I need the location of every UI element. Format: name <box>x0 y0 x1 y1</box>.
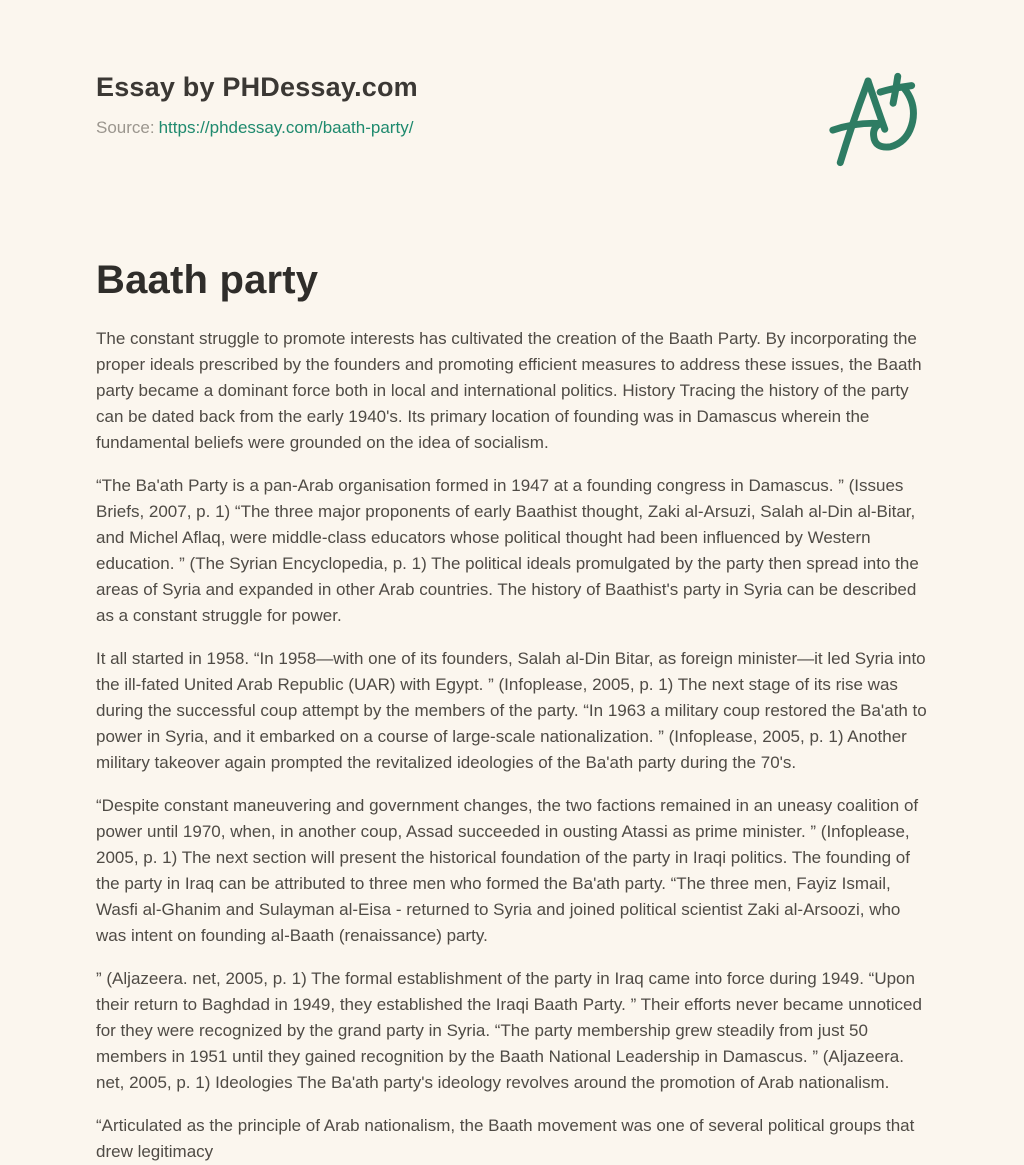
essay-paragraph: The constant struggle to promote interests has cultivated the creation of the Baath Party. By incorporating the proper ideals prescribed by the founders and promoting efficient measures to address these issues, the Baath party became a dominant force both in local and international politics. History Tracing the history of the party can be dated back from the early 1940's. Its primary location of founding was in Damascus wherein the fundamental beliefs were grounded on the idea of socialism. <box>96 329 922 452</box>
essay-paragraph: “Articulated as the principle of Arab nationalism, the Baath movement was one of several political groups that drew legitimacy <box>96 1116 915 1161</box>
page-header <box>96 72 934 172</box>
essay-body <box>96 326 934 1165</box>
essay-paragraph: “The Ba'ath Party is a pan-Arab organisation formed in 1947 at a founding congress in Damascus. ” (Issues Briefs, 2007, p. 1) “The three major proponents of early Baathist thought, Zaki al-Arsuzi, Salah al-Din al-Bitar, and Michel Aflaq, were middle-class educators whose political thought had been influenced by Western education. ” (The Syrian Encyclopedia, p. 1) The political ideals promulgated by the party then spread into the areas of Syria and expanded in other Arab countries. The history of Baathist's party in Syria can be described as a constant struggle for power. <box>96 476 919 625</box>
a-plus-logo-icon <box>818 66 920 172</box>
essay-paragraph: ” (Aljazeera. net, 2005, p. 1) The formal establishment of the party in Iraq came into force during 1949. “Upon their return to Baghdad in 1949, they established the Iraqi Baath Party. ” Their efforts never became unnoticed for they were recognized by the grand party in Syria. “The party membership grew steadily from just 50 members in 1951 until they gained recognition by the Baath National Leadership in Damascus. ” (Aljazeera. net, 2005, p. 1) Ideologies The Ba'ath party's ideology revolves around the promotion of Arab nationalism. <box>96 969 922 1092</box>
page-title: Baath party <box>96 258 319 302</box>
essay-paragraph: It all started in 1958. “In 1958—with one of its founders, Salah al-Din Bitar, as foreign minister—it led Syria into the ill-fated United Arab Republic (UAR) with Egypt. ” (Infoplease, 2005, p. 1) The next stage of its rise was during the successful coup attempt by the members of the party. “In 1963 a military coup restored the Ba'ath to power in Syria, and it embarked on a course of large-scale nationalization. ” (Infoplease, 2005, p. 1) Another military takeover again prompted the revitalized ideologies of the Ba'ath party during the 70's. <box>96 649 927 772</box>
essay-paragraph: “Despite constant maneuvering and government changes, the two factions remained in an uneasy coalition of power until 1970, when, in another coup, Assad succeeded in ousting Atassi as prime minister. ” (Infoplease, 2005, p. 1) The next section will present the historical foundation of the party in Iraqi politics. The founding of the party in Iraq can be attributed to three men who formed the Ba'ath party. “The three men, Fayiz Ismail, Wasfi al-Ghanim and Sulayman al-Eisa - returned to Syria and joined political scientist Zaki al-Arsoozi, who was intent on founding al-Baath (renaissance) party. <box>96 796 919 945</box>
source-link[interactable]: https://phdessay.com/baath-party/ <box>158 118 414 137</box>
source-line <box>96 118 418 138</box>
brand-block <box>96 72 418 138</box>
source-label: Source: <box>96 118 155 137</box>
brand-title: Essay by PHDessay.com <box>96 72 418 102</box>
